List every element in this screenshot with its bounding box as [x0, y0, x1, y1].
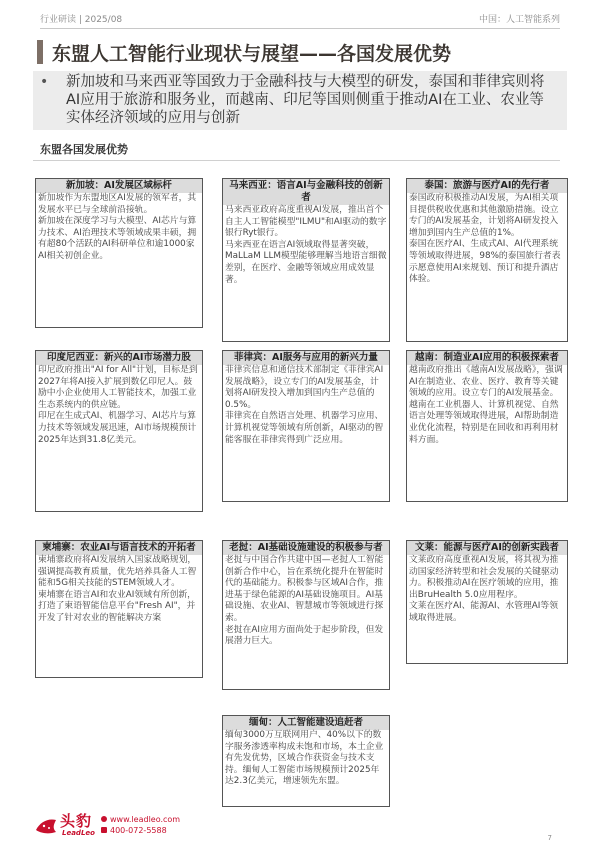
card-body — [407, 193, 567, 286]
card-paragraph: 马来西亚政府高度重视AI发展，推出首个自主人工智能模型"ILMU"和AI驱动的数字银行Ryt银行。 — [225, 205, 387, 239]
card-paragraph: 印尼政府推出"AI for All"计划，目标是到2027年将AI接入扩展到数亿印尼人。鼓励中小企业使用人工智能技术，加强工业生态系统内的供应链。 — [38, 365, 198, 410]
header-divider — [40, 28, 560, 29]
footer-website[interactable]: www.leadleo.com — [110, 815, 181, 824]
page-title: 东盟人工智能行业现状与展望——各国发展优势 — [52, 43, 452, 65]
footer-phone: 400-072-5588 — [110, 826, 167, 835]
card-title: 印度尼西亚：新兴的AI市场潜力股 — [36, 351, 202, 365]
globe-icon — [101, 816, 107, 822]
card-paragraph: 新加坡作为东盟地区AI发展的领军者，其发展水平已与全球前沿接轨。 — [38, 193, 197, 215]
country-card-vietnam — [406, 350, 568, 502]
country-card-philippines — [222, 350, 390, 502]
card-title: 文莱：能源与医疗AI的创新实践者 — [407, 541, 567, 555]
header-left: 行业研读 | 2025/08 — [40, 15, 123, 25]
card-body — [36, 193, 202, 263]
phone-icon — [101, 827, 107, 833]
card-paragraph: 缅甸3000万互联网用户、40%以下的数字服务渗透率构成未饱和市场，本土企业有先发优势，区域合作获资金与技术支持。缅甸人工智能市场规模预计2025年达2.3亿美元，增速领先东盟。 — [225, 730, 384, 787]
country-card-brunei — [406, 540, 568, 664]
card-body — [223, 365, 389, 446]
card-paragraph: 老挝与中国合作共建中国—老挝人工智能创新合作中心，旨在系统化提升在智能时代的基础能力。积极参与区域AI合作，推进基于绿色能源的AI基础设施项目。AI基础设施、农业AI、智慧城市等领域进行探索。 — [225, 555, 384, 623]
card-body — [36, 555, 202, 625]
header-right: 中国：人工智能系列 — [478, 15, 560, 25]
card-title: 越南：制造业AI应用的积极探索者 — [407, 351, 567, 365]
card-body — [407, 555, 567, 625]
country-card-malaysia — [222, 178, 390, 342]
card-body — [36, 365, 202, 446]
card-title: 菲律宾：AI服务与应用的新兴力量 — [223, 351, 389, 365]
card-paragraph: 印尼在生成式AI、机器学习、AI芯片与算力技术等领域发展迅速，AI市场规模预计2025年达到31.8亿美元。 — [38, 411, 197, 445]
country-card-thailand — [406, 178, 568, 342]
page-number: 7 — [547, 834, 552, 842]
card-paragraph: 越南政府推出《越南AI发展战略》，强调AI在制造业、农业、医疗、教育等关键领域的应用。设立专门的AI发展基金。 — [409, 365, 563, 399]
card-body — [223, 205, 389, 286]
country-card-cambodia — [35, 540, 203, 678]
card-paragraph: 菲律宾在自然语言处理、机器学习应用、计算机视觉等领域有所创新，AI驱动的智能客服在菲律宾得到广泛应用。 — [225, 411, 384, 445]
section-divider — [33, 160, 560, 161]
card-paragraph: 柬埔寨政府将AI发展纳入国家战略规划，强调提高教育质量，优先培养具备人工智能和5G相关技能的STEM领域人才。 — [38, 555, 197, 589]
card-paragraph: 马来西亚在语言AI领域取得显著突破，MaLLaM LLM模型能够理解当地语言细微差别，在医疗、金融等领域应用成效显著。 — [225, 239, 387, 285]
country-card-laos — [222, 540, 390, 690]
card-title: 马来西亚：语言AI与金融科技的创新者 — [223, 179, 389, 205]
logo-text-cn: 头豹 — [60, 812, 93, 830]
logo-text-en: LeadLeo — [62, 829, 95, 837]
card-body — [223, 555, 389, 648]
card-paragraph: 文莱政府高度重视AI发展，将其视为推动国家经济转型和社会发展的关键驱动力。积极推动AI在医疗领域的应用，推出BruHealth 5.0应用程序。 — [409, 555, 559, 600]
card-title: 缅甸：人工智能建设追赶者 — [223, 716, 389, 730]
card-paragraph: 老挝在AI应用方面尚处于起步阶段，但发展潜力巨大。 — [225, 624, 384, 647]
card-paragraph: 泰国政府积极推动AI发展，为AI相关项目提供税收优惠和其他激励措施。设立专门的AI发展基金，计划将AI研发投入增加到国内生产总值的1%。 — [409, 193, 559, 238]
card-body — [223, 730, 389, 788]
card-title: 柬埔寨：农业AI与语言技术的开拓者 — [36, 541, 202, 555]
card-title: 老挝：AI基础设施建设的积极参与者 — [223, 541, 389, 555]
country-card-indonesia — [35, 350, 203, 512]
card-body — [407, 365, 567, 446]
card-paragraph: 文莱在医疗AI、能源AI、水管理AI等领域取得进展。 — [409, 601, 558, 623]
card-paragraph: 泰国在医疗AI、生成式AI、AI代理系统等领域取得进展，98%的泰国旅行者表示愿意使用AI来规划、预订和提升酒店体验。 — [409, 239, 561, 285]
card-paragraph: 越南在工业机器人、计算机视觉、自然语言处理等领域取得进展，AI帮助制造业优化流程，特别是在回收和再利用材料方面。 — [409, 399, 559, 445]
intro-text: 新加坡和马来西亚等国致力于金融科技与大模型的研发，泰国和菲律宾则将AI应用于旅游和服务业，而越南、印尼等国则侧重于推动AI在工业、农业等实体经济领域的应用与创新 — [66, 74, 545, 126]
title-accent-bar — [37, 40, 43, 64]
bullet-icon: • — [40, 74, 49, 90]
card-paragraph: 柬埔寨在语言AI和农业AI领域有所创新，打造了柬语智能信息平台"Fresh AI"，并开发了针对农业的智能解决方案 — [38, 589, 196, 623]
country-card-singapore — [35, 178, 203, 328]
card-title: 新加坡：AI发展区域标杆 — [36, 179, 202, 193]
section-label: 东盟各国发展优势 — [40, 143, 128, 156]
card-paragraph: 新加坡在深度学习与大模型、AI芯片与算力技术、AI治理技术等领域成果丰硕，拥有超80个活跃的AI科研单位和逾1000家AI相关初创企业。 — [38, 216, 197, 261]
card-paragraph: 菲律宾信息和通信技术部制定《菲律宾AI发展战略》，设立专门的AI发展基金，计划将AI研发投入增加到国内生产总值的0.5%。 — [225, 365, 384, 410]
card-title: 泰国：旅游与医疗AI的先行者 — [407, 179, 567, 193]
country-card-myanmar — [222, 715, 390, 807]
